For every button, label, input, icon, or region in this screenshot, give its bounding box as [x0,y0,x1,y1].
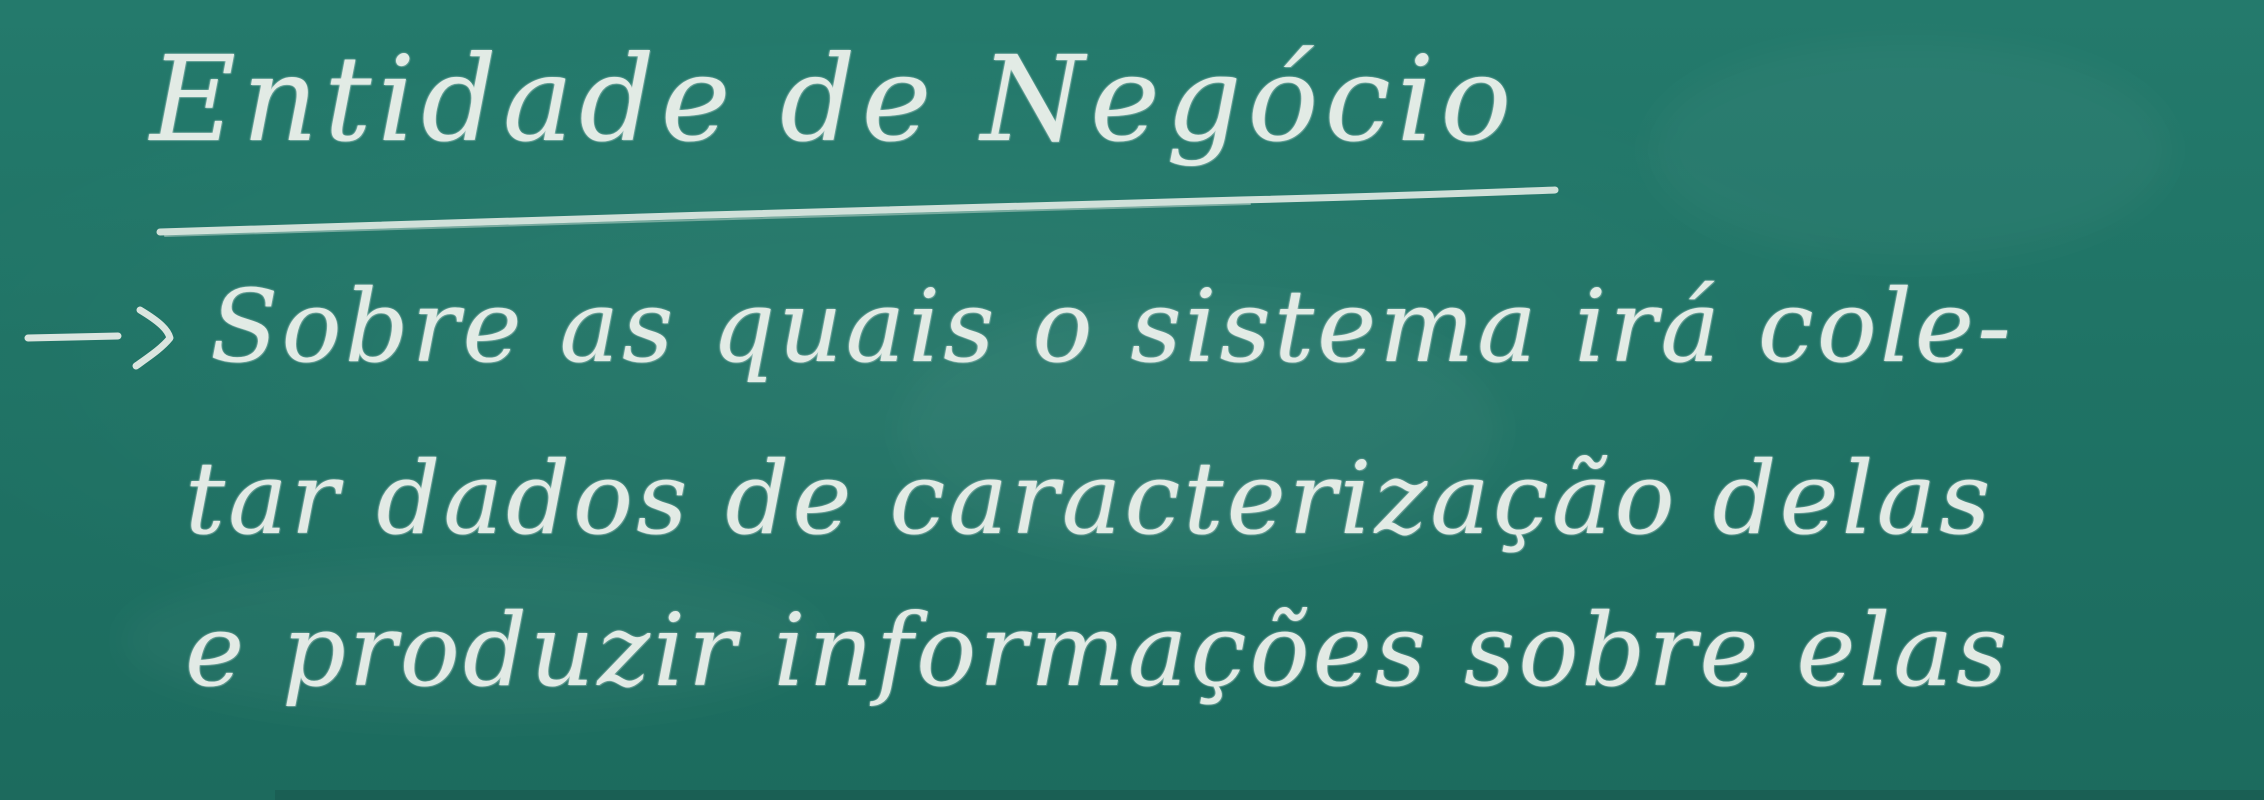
board-bottom-gap [0,790,275,800]
board-line-1: Sobre as quais o sistema irá cole- [210,268,2014,385]
board-bottom-edge [0,790,2264,800]
board-title: Entidade de Negócio [150,30,1518,168]
board-line-3: e produzir informações sobre elas [185,592,2011,709]
board-line-2: tar dados de caracterização delas [185,440,1994,557]
